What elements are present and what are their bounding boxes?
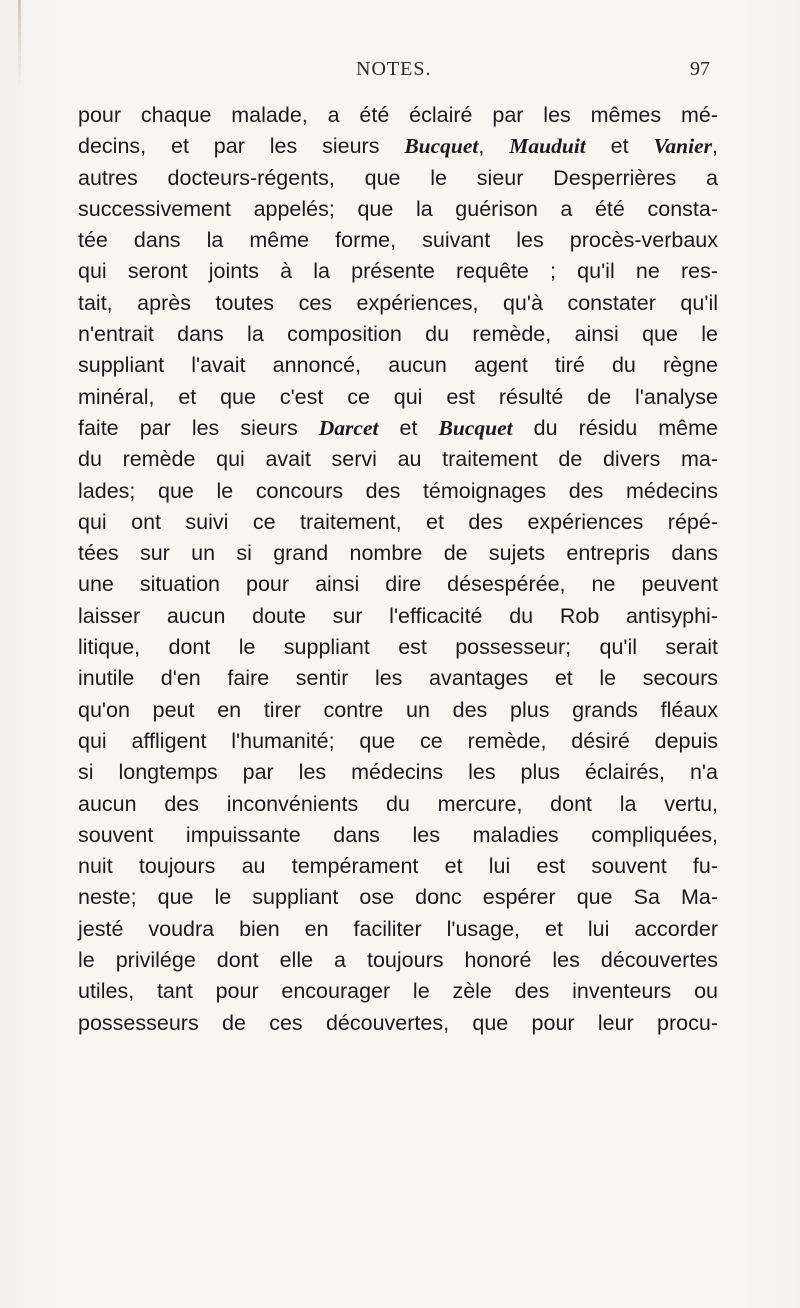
text-line: lades; que le concours des témoignages des médecins [78, 478, 718, 503]
running-title: NOTES. [356, 58, 432, 80]
person-name: Bucquet [438, 415, 513, 440]
text-line: nuit toujours au tempérament et lui est souvent fu- [78, 854, 718, 879]
body-paragraph [78, 100, 718, 1039]
text-line: qui ont suivi ce traitement, et des expériences répé- [78, 509, 718, 534]
text-line: possesseurs de ces découvertes, que pour leur procu- [78, 1010, 718, 1035]
running-head [0, 58, 800, 88]
text-line: utiles, tant pour encourager le zèle des inventeurs ou [78, 979, 718, 1004]
text-line: tée dans la même forme, suivant les procès-verbaux [78, 228, 718, 253]
text-line: qu'on peut en tirer contre un des plus grands fléaux [78, 697, 718, 722]
text-line: laisser aucun doute sur l'efficacité du Rob antisyphi- [78, 603, 718, 628]
text-line: neste; que le suppliant ose donc espérer que Sa Ma- [78, 885, 718, 910]
text-line: n'entrait dans la composition du remède, ainsi que le [78, 322, 718, 347]
text-line: successivement appelés; que la guérison a été consta- [78, 196, 718, 221]
text-line: tait, après toutes ces expériences, qu'à constater qu'il [78, 290, 718, 315]
person-name: Vanier [653, 134, 713, 159]
page-number: 97 [690, 58, 710, 80]
person-name: Darcet [318, 415, 379, 440]
text-line: souvent impuissante dans les maladies compliquées, [78, 822, 718, 847]
person-name: Bucquet [404, 134, 479, 159]
text-line: si longtemps par les médecins les plus éclairés, n'a [78, 760, 718, 785]
text-line: minéral, et que c'est ce qui est résulté de l'analyse [78, 384, 718, 409]
person-name: Mauduit [509, 134, 586, 159]
text-line: du remède qui avait servi au traitement de divers ma- [78, 447, 718, 472]
text-line: le privilége dont elle a toujours honoré les découvertes [78, 948, 718, 973]
text-line: pour chaque malade, a été éclairé par les mêmes mé- [78, 103, 718, 127]
text-line: une situation pour ainsi dire désespérée, ne peuvent [78, 572, 718, 597]
text-line: decins, et par les sieurs Bucquet, Mauduit et Vanier, [78, 134, 718, 159]
text-line: faite par les sieurs Darcet et Bucquet du résidu même [78, 415, 718, 440]
text-line: inutile d'en faire sentir les avantages et le secours [78, 666, 718, 691]
text-line: qui seront joints à la présente requête ; qu'il ne res- [78, 259, 718, 284]
text-line: aucun des inconvénients du mercure, dont la vertu, [78, 791, 718, 816]
text-line: litique, dont le suppliant est possesseur; qu'il serait [78, 635, 718, 660]
text-line: autres docteurs-régents, que le sieur Desperrières a [78, 165, 718, 190]
text-line: jesté voudra bien en faciliter l'usage, et lui accorder [78, 916, 718, 941]
text-line: qui affligent l'humanité; que ce remède, désiré depuis [78, 728, 718, 753]
text-line: suppliant l'avait annoncé, aucun agent tiré du règne [78, 353, 718, 378]
text-line: tées sur un si grand nombre de sujets entrepris dans [78, 541, 718, 566]
